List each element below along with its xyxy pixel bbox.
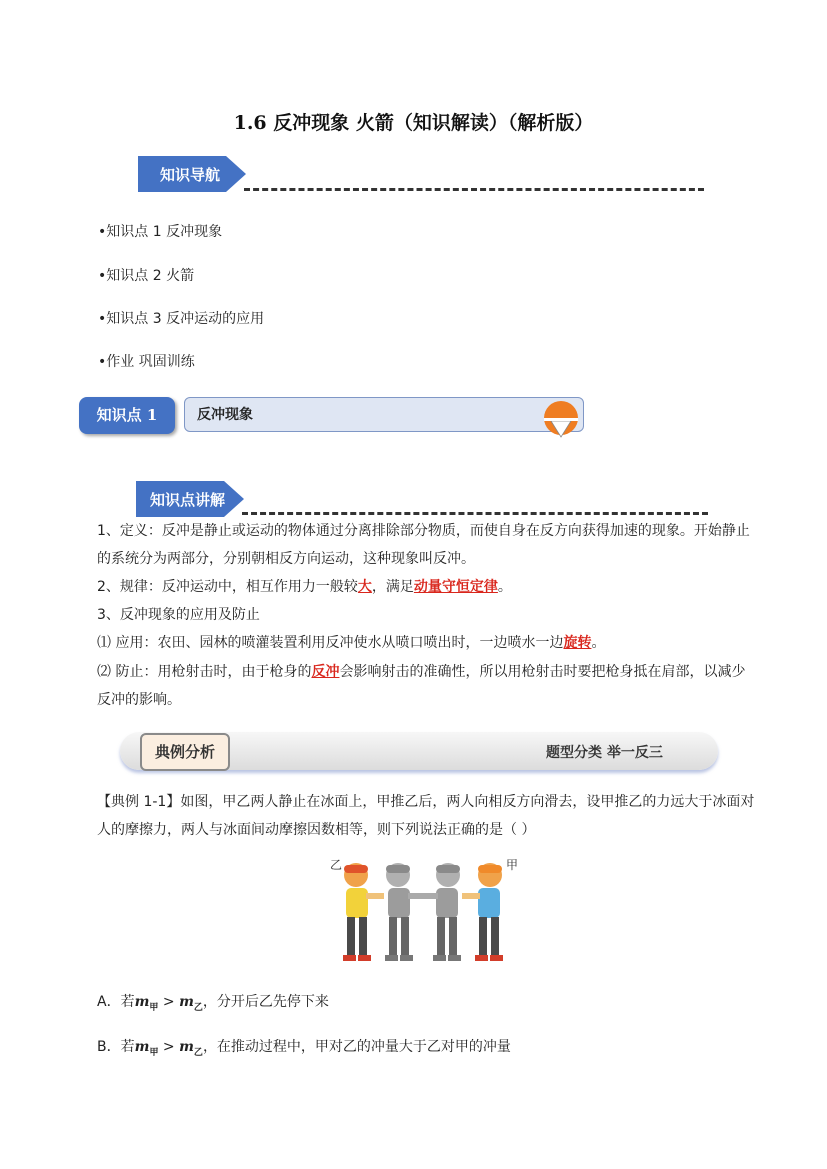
prevention-paragraph (97, 658, 757, 714)
option-a-prefix: A．若 (97, 994, 135, 1010)
person-left (343, 863, 384, 961)
person-right (462, 863, 503, 961)
option-a-suffix: ，分开后乙先停下来 (202, 994, 329, 1010)
toc-item-2[interactable]: •知识点 2 火箭 (98, 268, 195, 284)
definition-paragraph: 1、定义：反冲是静止或运动的物体通过分离排除部分物质，而使自身在反方向获得加速的现象。开始静止的系统分为两部分，分别朝相反方向运动，这种现象叫反冲。 (97, 523, 750, 567)
nav-divider (244, 188, 704, 191)
option-b-m2-letter: m (179, 1039, 194, 1055)
orange-circle-icon (542, 399, 580, 443)
option-b-m2-sub: 乙 (193, 1047, 203, 1058)
option-a-rel: > (158, 994, 180, 1010)
option-a-m1-sub: 甲 (149, 1002, 159, 1013)
option-b-m1-sub: 甲 (149, 1047, 159, 1058)
toc-item-3[interactable]: •知识点 3 反冲运动的应用 (98, 311, 265, 327)
highlight-recoil: 反冲 (311, 664, 340, 680)
rule-text-mid: ，满足 (371, 579, 414, 595)
example-question: 【典例 1-1】如图，甲乙两人静止在冰面上，甲推乙后，两人向相反方向滑去，设甲推乙的力远大于冰面对人的摩擦力，两人与冰面间动摩擦因数相等，则下列说法正确的是（ ） (97, 794, 755, 838)
option-a-m2 (179, 994, 203, 1013)
option-b-rel: > (158, 1039, 180, 1055)
option-b[interactable] (97, 1036, 511, 1058)
toc-item-homework[interactable]: •作业 巩固训练 (98, 354, 195, 370)
option-a[interactable] (97, 991, 329, 1013)
highlight-large: 大 (357, 579, 372, 595)
knowledge-point-title: 反冲现象 (184, 397, 584, 432)
option-b-suffix: ，在推动过程中，甲对乙的冲量大于乙对甲的冲量 (202, 1039, 511, 1055)
highlight-momentum-law: 动量守恒定律 (413, 579, 498, 595)
rule-text-end: 。 (497, 579, 512, 595)
option-a-m1 (134, 994, 159, 1013)
application-text: ⑴ 应用：农田、园林的喷灌装置利用反冲使水从喷口喷出时，一边喷水一边 (97, 635, 564, 651)
option-a-m2-sub: 乙 (193, 1002, 203, 1013)
prevention-text-end: 会影响射击的准确性，所以用枪射击时要把枪身抵在肩部，以减少反冲的影响。 (97, 664, 746, 708)
option-b-m1 (134, 1039, 159, 1058)
option-b-prefix: B．若 (97, 1039, 135, 1055)
toc-item-1[interactable]: •知识点 1 反冲现象 (98, 224, 223, 240)
page-title: 1.6 反冲现象 火箭（知识解读）（解析版） (233, 112, 594, 134)
application-heading: 3、反冲现象的应用及防止 (97, 607, 260, 623)
option-a-m1-letter: m (134, 994, 150, 1010)
nav-header-label: 知识导航 (160, 166, 221, 184)
example-banner-right: 题型分类 举一反三 (546, 745, 663, 761)
option-b-m1-letter: m (134, 1039, 150, 1055)
knowledge-point-badge: 知识点 1 (79, 397, 175, 434)
skaters-figure (328, 853, 518, 975)
rule-text: 2、规律：反冲运动中，相互作用力一般较 (97, 579, 358, 595)
explain-header-tab (136, 481, 244, 517)
nav-header-tab (138, 156, 246, 192)
rule-paragraph (97, 573, 757, 601)
application-paragraph (97, 629, 757, 657)
example-tab: 典例分析 (140, 733, 230, 771)
prevention-text: ⑵ 防止：用枪射击时，由于枪身的 (97, 664, 312, 680)
option-a-m2-letter: m (179, 994, 194, 1010)
figure-label-right: 甲 (506, 858, 519, 872)
highlight-rotate: 旋转 (563, 635, 592, 651)
figure-label-left: 乙 (330, 858, 343, 872)
explain-divider (242, 512, 708, 515)
explain-header-label: 知识点讲解 (150, 491, 226, 509)
application-text-end: 。 (591, 635, 606, 651)
option-b-m2 (179, 1039, 203, 1058)
